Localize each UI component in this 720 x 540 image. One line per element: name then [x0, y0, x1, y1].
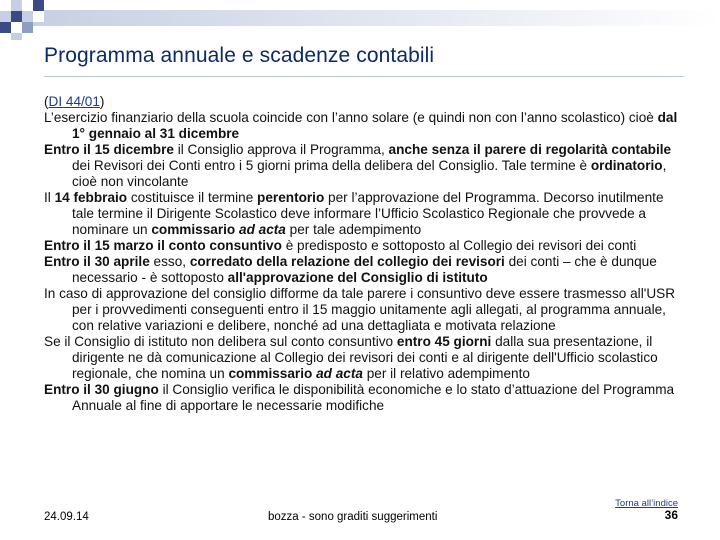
title-divider	[44, 76, 684, 77]
text-run: dei conti – che è dunque necessario - è sottoposto	[72, 254, 657, 285]
bold-text: anche senza il parere di regolarità contabile	[388, 142, 672, 157]
bold-text: dal 1° gennaio al 31 dicembre	[72, 110, 678, 141]
text-run: , cioè non vincolante	[72, 158, 667, 189]
paragraph	[44, 254, 682, 286]
paragraph	[44, 110, 682, 142]
text-run: per l’approvazione del Programma. Decorso inutilmente tale termine il Dirigente Scolastico deve informare l’Ufficio Scolastico Regionale che provvede a nominare un	[72, 190, 664, 237]
text-run: dei Revisori dei Conti entro i 5 giorni prima della delibera del Consiglio. Tale termine è	[72, 158, 591, 173]
text-run: per il relativo adempimento	[362, 366, 530, 381]
text-run: il Consiglio approva il Programma,	[173, 142, 389, 157]
bold-text: ad acta	[239, 222, 286, 237]
text-run: In caso di approvazione del consiglio difforme da tale parere i consuntivo deve essere trasmesso all'USR per i provvedimenti conseguenti entro il 15 maggio unitamente agli allegati, al programma annuale, con relative variazioni e delibere, nonché ad una dettagliata e motivata relazione	[44, 286, 676, 333]
bold-text: ad acta	[316, 366, 363, 381]
page-number: 36	[664, 508, 678, 522]
back-to-index-link[interactable]: Torna all’indice	[615, 498, 678, 509]
text-run: il Consiglio verifica le disponibilità economiche e lo stato d’attuazione del Programma Annuale al fine di apportare le necessarie modifiche	[72, 382, 675, 413]
text-run: Il	[44, 190, 55, 205]
text-run: L’esercizio finanziario della scuola coincide con l’anno solare (e quindi non con l’anno scolastico) cioè	[44, 110, 658, 125]
bold-text: Entro il 30 aprile	[44, 254, 150, 269]
paragraph	[44, 190, 682, 238]
footer-note: bozza - sono graditi suggerimenti	[268, 511, 438, 523]
paragraph	[44, 334, 682, 382]
paragraph	[44, 142, 682, 190]
bold-text: Entro il 15 marzo il conto consuntivo	[44, 238, 282, 253]
bold-text: ordinatorio	[590, 158, 663, 173]
slide-body	[44, 94, 682, 414]
bold-text: perentorio	[257, 190, 325, 205]
decorative-header-squares	[0, 0, 720, 40]
text-run: (	[44, 94, 49, 109]
bold-text: 14 febbraio	[54, 190, 128, 205]
reference-link[interactable]: DI 44/01	[48, 94, 100, 109]
bold-text: commissario	[228, 366, 317, 381]
paragraph	[44, 238, 682, 254]
text-run: per tale adempimento	[285, 222, 422, 237]
text-run: dalla sua presentazione, il dirigente ne dà comunicazione al Collegio dei revisori dei conti e al dirigente dell'Ufficio scolastico regionale, che nomina un	[72, 334, 658, 381]
text-run: Se il Consiglio di istituto non delibera sul conto consuntivo	[44, 334, 397, 349]
footer-date: 24.09.14	[44, 511, 89, 523]
text-run: esso,	[149, 254, 190, 269]
slide-title: Programma annuale e scadenze contabili	[44, 44, 435, 67]
paragraph	[44, 382, 682, 414]
bold-text: all'approvazione del Consiglio di istituto	[227, 270, 488, 285]
bold-text: Entro il 15 dicembre	[44, 142, 174, 157]
bold-text: corredato della relazione del collegio dei revisori	[189, 254, 505, 269]
text-run: è predisposto e sottoposto al Collegio dei revisori dei conti	[281, 238, 637, 253]
paragraph	[44, 94, 682, 110]
paragraph	[44, 286, 682, 334]
bold-text: Entro il 30 giugno	[44, 382, 159, 397]
bold-text: commissario	[151, 222, 240, 237]
text-run: costituisce il termine	[127, 190, 258, 205]
bold-text: entro 45 giorni	[396, 334, 492, 349]
text-run: )	[99, 94, 105, 109]
